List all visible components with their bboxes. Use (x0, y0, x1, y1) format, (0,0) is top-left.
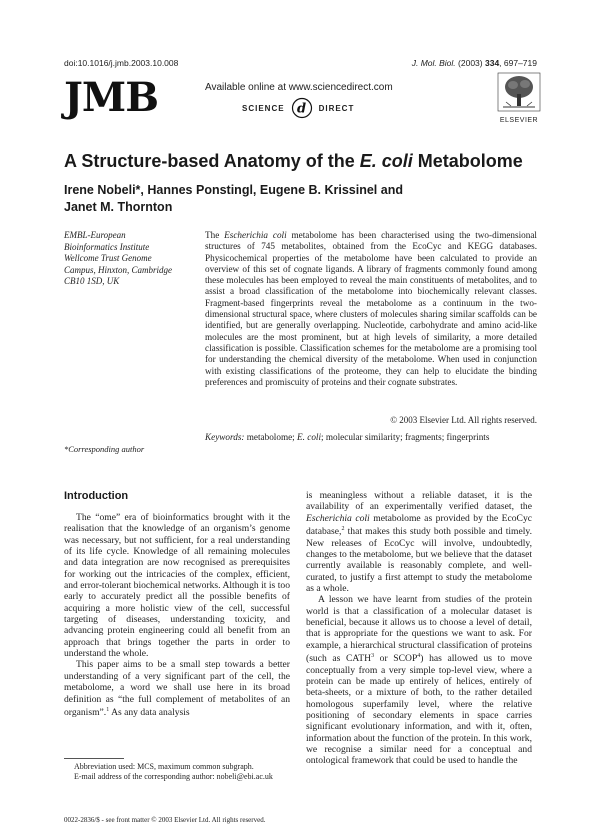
article-title (64, 151, 523, 172)
paragraph-text: A lesson we have learnt from studies of the protein world is that a classification of a molecular dataset is beneficial, because it allows us to choose a level of detail, that is appropriate for the questions we want to ask. For example, a hierarchical structural classification of proteins (such as CATH (306, 594, 532, 665)
keywords-label: Keywords: (205, 432, 245, 442)
section-heading-introduction: Introduction (64, 490, 129, 502)
citation-volume: 334 (484, 58, 500, 68)
title-italic: E. coli (359, 151, 413, 171)
sciencedirect-logo (242, 97, 354, 119)
paragraph (306, 594, 532, 766)
affiliation-line: Campus, Hinxton, Cambridge (64, 264, 172, 275)
front-matter-line: 0022-2836/$ - see front matter © 2003 Elsevier Ltd. All rights reserved. (64, 816, 266, 824)
abstract-text-body: metabolome has been characterised using the two-dimensional structures of 745 metabolites, obtained from the EcoCyc and KEGG databases. Physicochemical properties of the metabolome have been calculated to provide an overview of this set of cognate ligands. A library of fragments commonly found among these molecules has been employed to reveal the main constituents of metabolites, and to assist a broad classification of the metabolome into biochemically relevant classes. Fragment-based fingerprints reveal the metabolome as a continuum in the two-dimensional structural space, where clusters of molecules sharing similar scaffolds can be identified, but are generally overlapping. Nucleotide, carbohydrate and amino acid-like molecules are the most prominent, but at high levels of similarity, a more detailed classification is possible. Classification schemes for the metabolome are a promising tool for understanding the chemical diversity of the metabolome. When used in conjunction with existing classifications of the proteome, they can help to elucidate the binding preferences and promiscuity of proteins and their cognate substrates. (205, 230, 537, 387)
elsevier-logo (497, 72, 541, 124)
journal-citation (412, 58, 537, 68)
footnotes (64, 762, 284, 782)
doi-label: doi:10.1016/j.jmb.2003.10.008 (64, 58, 179, 68)
affiliation-line: Bioinformatics Institute (64, 241, 150, 252)
title-post: Metabolome (412, 151, 523, 171)
authors-line-1: Irene Nobeli*, Hannes Ponstingl, Eugene B. Krissinel and (64, 183, 403, 197)
copyright-notice: © 2003 Elsevier Ltd. All rights reserved. (390, 415, 537, 425)
available-online-text: Available online at www.sciencedirect.com (205, 82, 393, 93)
paragraph-text: ) has allowed us to move conceptually from a very simple top-level view, where a protein can be made up entirely of helices, entirely of beta-sheets, or a mixture of both, to the rather detailed homologous superfamily level, where the relative positioning of secondary elements in space carries significant evolutionary information, and with it, often, information about the function of the protein. In this work, we recognise a similar need for a conceptual and ontological framework that could be used to handle the (306, 653, 533, 767)
reference-marker: 3 (371, 653, 375, 659)
affiliation-line: CB10 1SD, UK (64, 276, 120, 286)
reference-marker: 4 (417, 653, 421, 659)
authors-line-2: Janet M. Thornton (64, 200, 173, 214)
footnote-divider (64, 758, 124, 759)
body-column-left (64, 512, 290, 718)
paragraph: The “ome” era of bioinformatics brought with it the realisation that the knowledge of an organism’s genome was necessary, but not sufficient, for a real understanding of its life cycle. Knowledge of all remaining molecules and data integration are now recognised as prerequisites for working out the intricacies of the complex, efficient, and error-tolerant biochemical networks. Although it is too early to accurately predict all the possible benefits of acquiring a more holistic view of the cell, successful targeting of diseases, understanding toxicity, and advancing protein engineering could all benefit from an approach that brings together the parts in order to understand the whole. (64, 512, 290, 660)
affiliation-line: EMBL-European (64, 230, 126, 240)
sciencedirect-right: DIRECT (318, 103, 355, 113)
footnote-abbreviation: Abbreviation used: MCS, maximum common subgraph. (74, 762, 254, 771)
keywords-species: E. coli (297, 432, 322, 442)
paragraph-text: As any data analysis (109, 707, 190, 719)
sciencedirect-mark-icon (291, 97, 313, 119)
affiliation (64, 230, 199, 288)
paragraph (306, 490, 532, 594)
footnote-email: E-mail address of the corresponding author: nobeli@ebi.ac.uk (74, 771, 273, 781)
paragraph-species: Escherichia coli (306, 512, 370, 524)
abstract-text-start: The (205, 230, 225, 240)
keywords-text-a: metabolome; (244, 432, 298, 442)
paragraph-text: This paper aims to be a small step towards a better understanding of a very significant part of the cell, the metabolome, a word we shall use here in its broad definition as “the full complement of metabolites of an organism”. (64, 659, 290, 719)
svg-text:d: d (296, 101, 307, 117)
elsevier-tree-icon (497, 72, 541, 112)
abstract-species: Escherichia coli (224, 230, 287, 240)
citation-journal: J. Mol. Biol. (411, 58, 456, 68)
reference-marker: 2 (341, 526, 345, 533)
keywords-text-b: ; molecular similarity; fragments; fingerprints (321, 432, 490, 442)
paragraph-text: metabolome as provided by the EcoCyc database, (306, 512, 533, 538)
paragraph-text: that makes this study both possible and timely. New releases of EcoCyc will involve, undoubtedly, changes to the metabolome, but we believe that the dataset currently available is reasonably complete, and well-curated, to justify a first attempt to study the metabolome as a whole. (306, 526, 532, 594)
abstract (205, 230, 537, 388)
corresponding-author-note: *Corresponding author (64, 444, 145, 454)
paragraph (64, 659, 290, 718)
paragraph-text: is meaningless without a reliable dataset, it is the availability of an experimentally verified dataset, the (306, 490, 532, 513)
reference-marker: 1 (106, 706, 110, 713)
title-pre: A Structure-based Anatomy of the (64, 151, 360, 171)
affiliation-line: Wellcome Trust Genome (64, 253, 152, 263)
journal-logo: JMB (64, 74, 159, 121)
body-column-right (306, 490, 532, 767)
paragraph-text: or SCOP (374, 653, 418, 665)
sciencedirect-left: SCIENCE (242, 103, 285, 113)
citation-year: (2003) (458, 58, 483, 68)
citation-pages: , 697–719 (499, 58, 537, 68)
author-list (64, 182, 484, 216)
elsevier-label: ELSEVIER (499, 117, 539, 124)
keywords (205, 432, 537, 444)
